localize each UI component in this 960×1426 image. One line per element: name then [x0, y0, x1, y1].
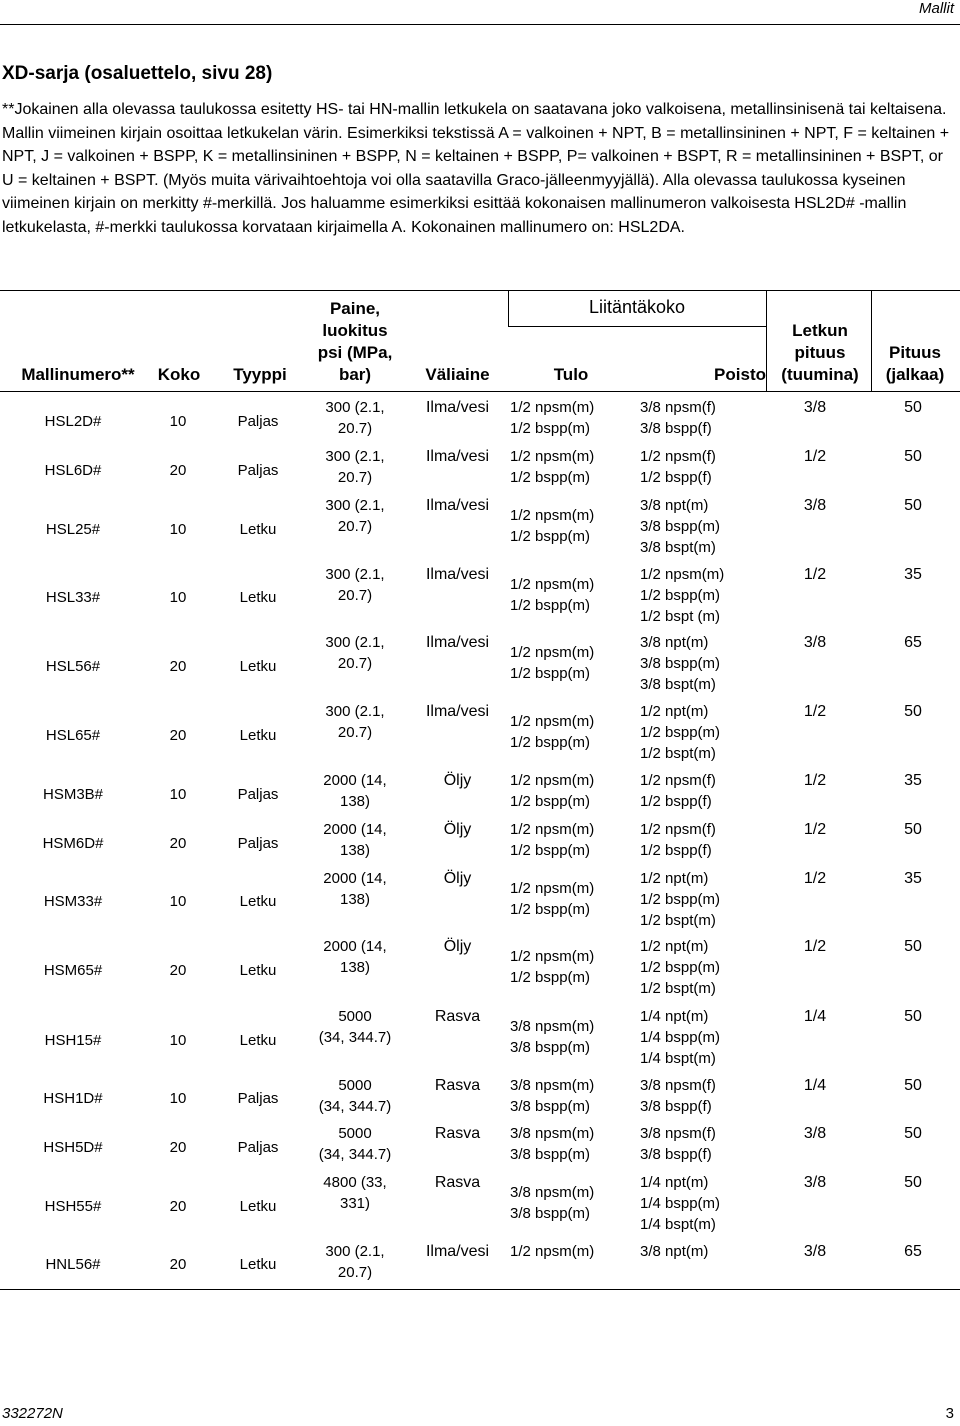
cell-inlet: 1/2 npsm(m) 1/2 bspp(m)	[510, 948, 595, 986]
cell-type: Letku	[239, 1198, 277, 1215]
cell-medium: Öljy	[443, 870, 472, 887]
cell-pressure: 2000 (14, 138)	[323, 821, 387, 859]
cell-size: 10	[169, 1032, 187, 1049]
cell-outlet: 1/2 npsm(f) 1/2 bspp(f)	[640, 821, 716, 859]
header-rule-bottom	[0, 391, 960, 392]
header-rule	[0, 24, 960, 25]
cell-type: Letku	[239, 521, 277, 538]
cell-medium: Rasva	[434, 1008, 481, 1025]
cell-size: 20	[169, 1256, 187, 1273]
cell-size: 20	[169, 962, 187, 979]
cell-pressure: 5000 (34, 344.7)	[318, 1125, 392, 1163]
cell-hose-length: 1/2	[803, 870, 827, 887]
cell-outlet: 1/2 npsm(f) 1/2 bspp(f)	[640, 448, 716, 486]
cell-length: 35	[904, 772, 922, 789]
header-size: Koko	[157, 365, 201, 384]
cell-inlet: 1/2 npsm(m) 1/2 bspp(m)	[510, 507, 595, 545]
cell-model: HNL56#	[45, 1256, 101, 1273]
header-model: Mallinumero**	[21, 365, 135, 384]
cell-size: 20	[169, 462, 187, 479]
cell-type: Paljas	[237, 1139, 279, 1156]
header-rule-top	[0, 290, 960, 291]
cell-hose-length: 1/2	[803, 821, 827, 838]
cell-inlet: 1/2 npsm(m) 1/2 bspp(m)	[510, 576, 595, 614]
cell-type: Letku	[239, 658, 277, 675]
cell-type: Paljas	[237, 786, 279, 803]
cell-size: 10	[169, 1090, 187, 1107]
cell-pressure: 5000 (34, 344.7)	[318, 1008, 392, 1046]
cell-outlet: 3/8 npt(m) 3/8 bspp(m) 3/8 bspt(m)	[640, 634, 721, 693]
cell-hose-length: 1/2	[803, 703, 827, 720]
cell-pressure: 2000 (14, 138)	[323, 772, 387, 810]
cell-type: Letku	[239, 727, 277, 744]
cell-size: 20	[169, 1198, 187, 1215]
cell-outlet: 1/2 npt(m) 1/2 bspp(m) 1/2 bspt(m)	[640, 938, 721, 997]
cell-outlet: 1/2 npt(m) 1/2 bspp(m) 1/2 bspt(m)	[640, 703, 721, 762]
cell-length: 65	[904, 1243, 922, 1260]
table-rule-bottom	[0, 1289, 960, 1290]
cell-pressure: 300 (2.1, 20.7)	[325, 497, 385, 535]
cell-pressure: 2000 (14, 138)	[323, 938, 387, 976]
header-outlet: Poisto	[714, 365, 766, 384]
cell-medium: Öljy	[443, 772, 472, 789]
cell-length: 50	[904, 703, 922, 720]
cell-hose-length: 1/4	[803, 1077, 827, 1094]
header-inlet: Tulo	[553, 365, 589, 384]
cell-medium: Rasva	[434, 1077, 481, 1094]
cell-model: HSM65#	[43, 962, 103, 979]
header-medium: Väliaine	[425, 365, 490, 384]
cell-size: 20	[169, 727, 187, 744]
cell-inlet: 1/2 npsm(m) 1/2 bspp(m)	[510, 399, 595, 437]
cell-type: Letku	[239, 1256, 277, 1273]
cell-hose-length: 1/2	[803, 938, 827, 955]
footer-doc-number: 332272N	[2, 1405, 63, 1422]
cell-model: HSH15#	[44, 1032, 102, 1049]
cell-hose-length: 3/8	[803, 634, 827, 651]
cell-type: Letku	[239, 962, 277, 979]
header-connection: Liitäntäkoko	[588, 297, 686, 317]
cell-hose-length: 1/2	[803, 448, 827, 465]
hose-length-divider-right	[871, 290, 872, 391]
cell-model: HSL2D#	[44, 413, 102, 430]
cell-outlet: 3/8 npt(m)	[640, 1243, 709, 1260]
cell-model: HSM6D#	[42, 835, 104, 852]
cell-medium: Ilma/vesi	[425, 1243, 490, 1260]
cell-length: 50	[904, 1125, 922, 1142]
cell-inlet: 3/8 npsm(m) 3/8 bspp(m)	[510, 1018, 595, 1056]
cell-inlet: 3/8 npsm(m) 3/8 bspp(m)	[510, 1125, 595, 1163]
cell-medium: Öljy	[443, 821, 472, 838]
cell-size: 10	[169, 589, 187, 606]
cell-medium: Rasva	[434, 1174, 481, 1191]
cell-hose-length: 3/8	[803, 1125, 827, 1142]
cell-model: HSL33#	[45, 589, 101, 606]
cell-size: 20	[169, 1139, 187, 1156]
header-hose-length: Letkun pituus (tuumina)	[781, 321, 859, 384]
page-header-label: Mallit	[918, 0, 954, 17]
cell-medium: Ilma/vesi	[425, 703, 490, 720]
cell-hose-length: 3/8	[803, 1243, 827, 1260]
cell-pressure: 300 (2.1, 20.7)	[325, 448, 385, 486]
cell-size: 10	[169, 413, 187, 430]
cell-medium: Ilma/vesi	[425, 497, 490, 514]
cell-hose-length: 3/8	[803, 497, 827, 514]
cell-outlet: 1/4 npt(m) 1/4 bspp(m) 1/4 bspt(m)	[640, 1174, 721, 1233]
cell-size: 20	[169, 835, 187, 852]
cell-outlet: 1/2 npsm(f) 1/2 bspp(f)	[640, 772, 716, 810]
cell-size: 10	[169, 893, 187, 910]
cell-outlet: 3/8 npsm(f) 3/8 bspp(f)	[640, 1077, 716, 1115]
cell-inlet: 1/2 npsm(m)	[510, 1243, 595, 1260]
header-pressure: Paine, luokitus psi (MPa, bar)	[317, 299, 393, 384]
cell-outlet: 3/8 npsm(f) 3/8 bspp(f)	[640, 399, 716, 437]
cell-model: HSH55#	[44, 1198, 102, 1215]
cell-length: 50	[904, 1174, 922, 1191]
cell-outlet: 1/4 npt(m) 1/4 bspp(m) 1/4 bspt(m)	[640, 1008, 721, 1067]
cell-inlet: 1/2 npsm(m) 1/2 bspp(m)	[510, 880, 595, 918]
cell-size: 10	[169, 521, 187, 538]
cell-length: 35	[904, 870, 922, 887]
cell-length: 50	[904, 448, 922, 465]
cell-model: HSH1D#	[43, 1090, 103, 1107]
cell-outlet: 3/8 npt(m) 3/8 bspp(m) 3/8 bspt(m)	[640, 497, 721, 556]
cell-pressure: 2000 (14, 138)	[323, 870, 387, 908]
cell-inlet: 3/8 npsm(m) 3/8 bspp(m)	[510, 1184, 595, 1222]
cell-size: 20	[169, 658, 187, 675]
cell-length: 50	[904, 1008, 922, 1025]
cell-type: Letku	[239, 1032, 277, 1049]
cell-type: Letku	[239, 589, 277, 606]
cell-type: Paljas	[237, 835, 279, 852]
cell-pressure: 300 (2.1, 20.7)	[325, 703, 385, 741]
cell-length: 50	[904, 821, 922, 838]
cell-hose-length: 3/8	[803, 399, 827, 416]
cell-medium: Ilma/vesi	[425, 399, 490, 416]
cell-type: Paljas	[237, 1090, 279, 1107]
cell-length: 50	[904, 399, 922, 416]
hose-length-divider-left	[766, 290, 767, 391]
cell-pressure: 300 (2.1, 20.7)	[325, 634, 385, 672]
cell-medium: Öljy	[443, 938, 472, 955]
cell-inlet: 1/2 npsm(m) 1/2 bspp(m)	[510, 448, 595, 486]
footer-page-number: 3	[945, 1405, 954, 1422]
cell-hose-length: 1/2	[803, 772, 827, 789]
cell-medium: Rasva	[434, 1125, 481, 1142]
cell-length: 50	[904, 938, 922, 955]
cell-size: 10	[169, 786, 187, 803]
cell-medium: Ilma/vesi	[425, 448, 490, 465]
cell-hose-length: 1/4	[803, 1008, 827, 1025]
cell-outlet: 3/8 npsm(f) 3/8 bspp(f)	[640, 1125, 716, 1163]
cell-outlet: 1/2 npt(m) 1/2 bspp(m) 1/2 bspt(m)	[640, 870, 721, 929]
connection-divider-left	[508, 290, 509, 326]
cell-inlet: 1/2 npsm(m) 1/2 bspp(m)	[510, 644, 595, 682]
cell-model: HSL56#	[45, 658, 101, 675]
cell-type: Paljas	[237, 413, 279, 430]
cell-hose-length: 1/2	[803, 566, 827, 583]
cell-medium: Ilma/vesi	[425, 566, 490, 583]
cell-model: HSM33#	[43, 893, 103, 910]
cell-model: HSL65#	[45, 727, 101, 744]
cell-model: HSL6D#	[44, 462, 102, 479]
cell-type: Letku	[239, 893, 277, 910]
cell-pressure: 300 (2.1, 20.7)	[325, 399, 385, 437]
cell-pressure: 300 (2.1, 20.7)	[325, 1243, 385, 1281]
cell-inlet: 1/2 npsm(m) 1/2 bspp(m)	[510, 821, 595, 859]
cell-pressure: 5000 (34, 344.7)	[318, 1077, 392, 1115]
intro-paragraph: **Jokainen alla olevassa taulukossa esitetty HS- tai HN-mallin letkukela on saatavana joko valkoisena, metallinsinisenä tai keltaisena. Mallin viimeinen kirjain osoittaa letkukelan värin. Esimerkiksi tekstissä A = valkoinen + NPT, B = metallinsininen + NPT, F = keltainen + NPT, J = valkoinen + BSPP, K = metallinsininen + BSPP, N = keltainen + BSPP, P= valkoinen + BSPT, R = metallinsininen + BSPT, or U = keltainen + BSPT. (Myös muita värivaihtoehtoja voi olla saatavilla Graco-jälleenmyyjällä). Alla olevassa taulukossa kyseinen viimeinen kirjain on merkitty #-merkillä. Jos haluamme esimerkiksi esittää kokonaisen mallinumeron valkoisesta HSL2D# -mallin letkukelasta, #-merkki taulukossa korvataan kirjaimella A. Kokonainen mallinumero on: HSL2DA.	[2, 101, 950, 236]
cell-model: HSH5D#	[43, 1139, 103, 1156]
cell-inlet: 1/2 npsm(m) 1/2 bspp(m)	[510, 772, 595, 810]
cell-length: 65	[904, 634, 922, 651]
connection-rule	[508, 326, 766, 327]
header-type: Tyyppi	[233, 365, 287, 384]
cell-outlet: 1/2 npsm(m) 1/2 bspp(m) 1/2 bspt (m)	[640, 566, 725, 625]
cell-type: Paljas	[237, 462, 279, 479]
cell-medium: Ilma/vesi	[425, 634, 490, 651]
cell-length: 35	[904, 566, 922, 583]
cell-model: HSM3B#	[42, 786, 104, 803]
header-length: Pituus (jalkaa)	[885, 343, 945, 384]
cell-pressure: 300 (2.1, 20.7)	[325, 566, 385, 604]
cell-hose-length: 3/8	[803, 1174, 827, 1191]
page-title: XD-sarja (osaluettelo, sivu 28)	[2, 63, 273, 84]
cell-inlet: 3/8 npsm(m) 3/8 bspp(m)	[510, 1077, 595, 1115]
cell-length: 50	[904, 497, 922, 514]
cell-pressure: 4800 (33, 331)	[323, 1174, 387, 1212]
cell-inlet: 1/2 npsm(m) 1/2 bspp(m)	[510, 713, 595, 751]
cell-model: HSL25#	[45, 521, 101, 538]
cell-length: 50	[904, 1077, 922, 1094]
